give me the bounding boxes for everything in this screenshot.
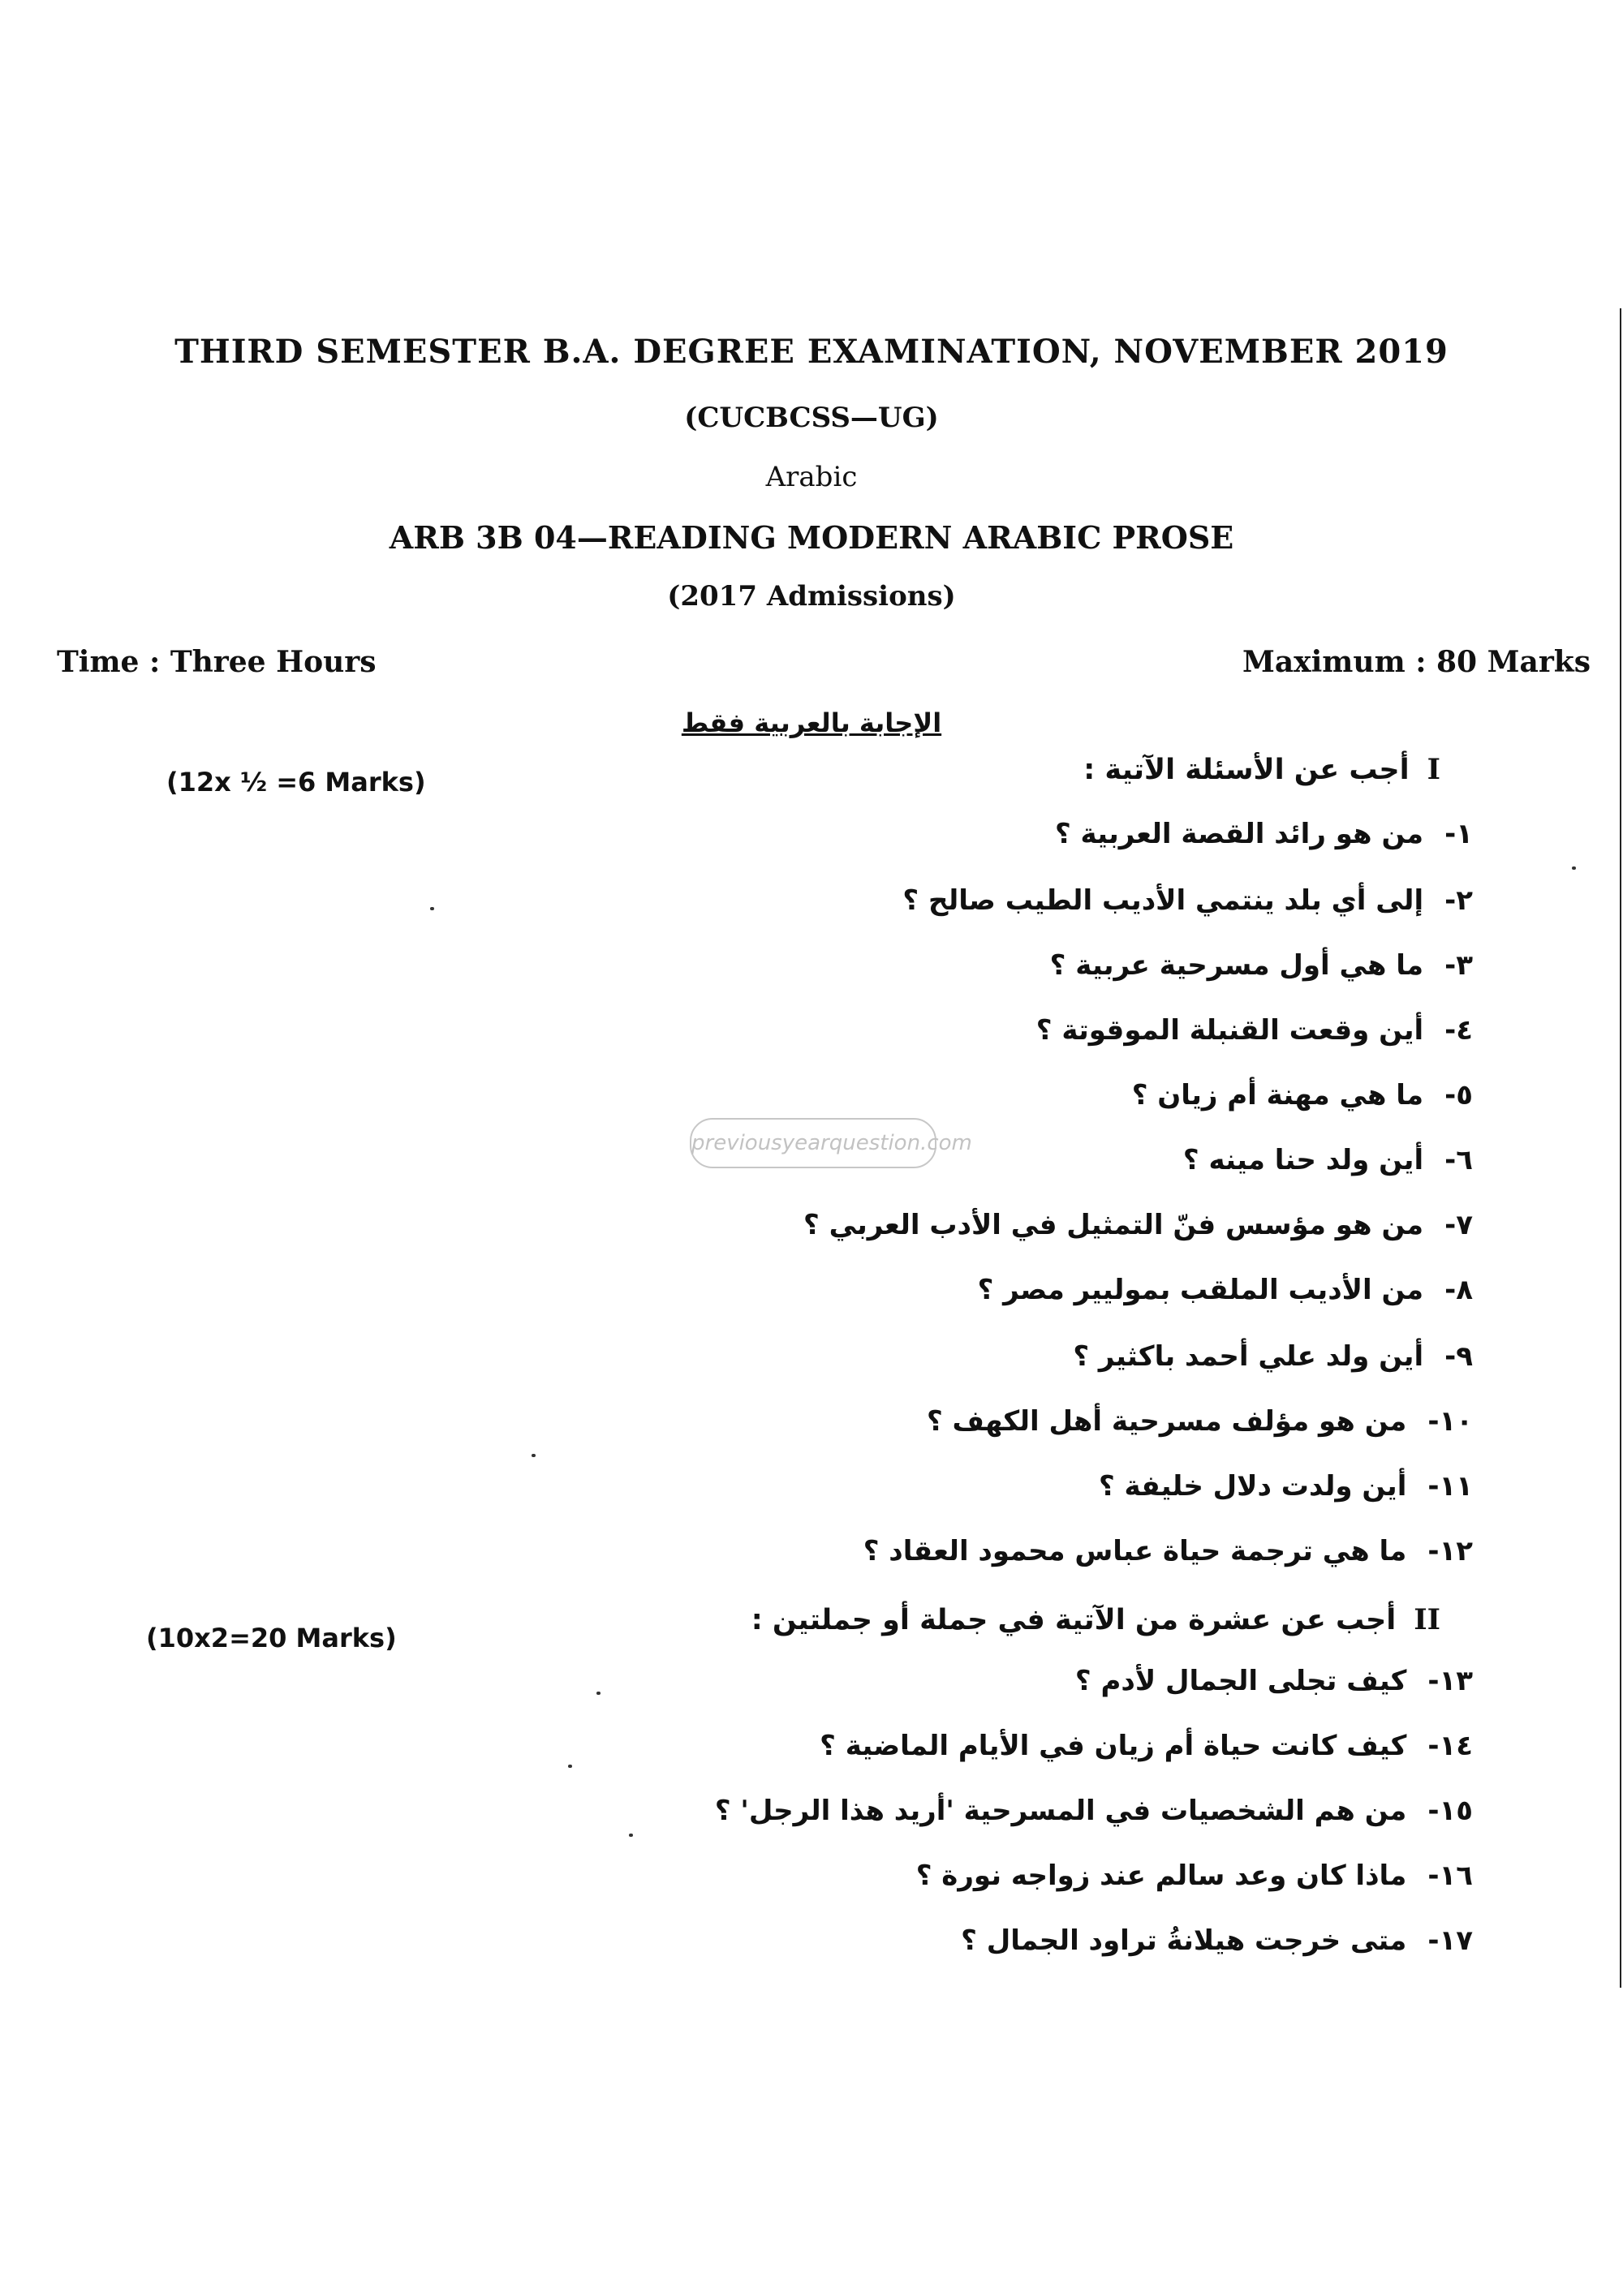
question-item xyxy=(1075,1665,1473,1697)
scan-edge-line xyxy=(1620,308,1621,1988)
question-number: ٣- xyxy=(1444,949,1473,982)
scan-speck xyxy=(596,1692,601,1695)
question-text: إلى أي بلد ينتمي الأديب الطيب صالح ؟ xyxy=(902,884,1424,917)
question-item xyxy=(715,1795,1473,1827)
question-number: ١٥- xyxy=(1427,1795,1473,1827)
admissions-year: (2017 Admissions) xyxy=(667,580,956,613)
question-item xyxy=(1073,1340,1473,1373)
question-item xyxy=(803,1209,1473,1241)
section-1-heading xyxy=(1083,753,1440,786)
question-item xyxy=(1050,949,1473,982)
question-text: أين ولد علي أحمد باكثير ؟ xyxy=(1073,1340,1424,1373)
question-item xyxy=(1055,818,1473,850)
question-text: ما هي ترجمة حياة عباس محمود العقاد ؟ xyxy=(863,1535,1407,1567)
paper-title: ARB 3B 04—READING MODERN ARABIC PROSE xyxy=(389,519,1234,556)
question-item xyxy=(916,1860,1473,1892)
section-2-marks: (10x2=20 Marks) xyxy=(146,1623,397,1653)
question-text: ما هي أول مسرحية عربية ؟ xyxy=(1049,949,1424,982)
question-number: ٤- xyxy=(1444,1014,1473,1047)
section-2-heading xyxy=(751,1603,1440,1636)
question-item xyxy=(978,1274,1473,1306)
question-number: ٩- xyxy=(1444,1340,1473,1373)
question-number: ٦- xyxy=(1444,1144,1473,1176)
question-text: ما هي مهنة أم زيان ؟ xyxy=(1131,1079,1424,1111)
question-text: من هو مؤسس فنّ التمثيل في الأدب العربي ؟ xyxy=(803,1209,1424,1241)
question-text: من هو رائد القصة العربية ؟ xyxy=(1054,818,1424,850)
question-number: ١٣- xyxy=(1427,1665,1473,1697)
scan-speck xyxy=(532,1454,536,1457)
question-number: ١٤- xyxy=(1427,1730,1473,1762)
question-number: ١- xyxy=(1444,818,1473,850)
question-number: ١٠- xyxy=(1427,1405,1473,1438)
watermark-logo: previousyearquestion.com xyxy=(690,1118,936,1168)
question-item xyxy=(902,884,1473,917)
question-text: كيف كانت حياة أم زيان في الأيام الماضية ؟ xyxy=(820,1730,1407,1762)
question-item xyxy=(863,1535,1473,1567)
section-1-marks: (12x ½ =6 Marks) xyxy=(166,767,426,798)
question-number: ٢- xyxy=(1444,884,1473,917)
question-number: ١٦- xyxy=(1427,1860,1473,1892)
question-number: ٨- xyxy=(1444,1274,1473,1306)
question-item xyxy=(961,1924,1473,1957)
scheme-code: (CUCBCSS—UG) xyxy=(684,402,939,434)
answer-language-note xyxy=(0,707,1623,738)
question-number: ٥- xyxy=(1444,1079,1473,1111)
question-number: ١٧- xyxy=(1427,1924,1473,1957)
question-item xyxy=(1099,1470,1473,1503)
time-allowed: Time : Three Hours xyxy=(57,645,377,679)
question-text: من هم الشخصيات في المسرحية 'أريد هذا الرجل' ؟ xyxy=(714,1795,1407,1827)
question-number: ٧- xyxy=(1444,1209,1473,1241)
question-item xyxy=(1132,1079,1473,1111)
question-item xyxy=(820,1730,1473,1762)
question-text: أين ولدت دلال خليفة ؟ xyxy=(1098,1470,1407,1503)
question-number: ١٢- xyxy=(1427,1535,1473,1567)
scan-speck xyxy=(1572,866,1576,870)
scan-speck xyxy=(568,1765,572,1768)
section-2-heading-text: أجب عن عشرة من الآتية في جملة أو جملتين : xyxy=(751,1604,1397,1636)
question-text: كيف تجلى الجمال لأدم ؟ xyxy=(1074,1665,1407,1697)
question-item xyxy=(927,1405,1473,1438)
question-text: متى خرجت هيلانةُ تراود الجمال ؟ xyxy=(961,1924,1407,1957)
exam-title: THIRD SEMESTER B.A. DEGREE EXAMINATION, NOVEMBER 2019 xyxy=(174,333,1449,371)
scan-speck xyxy=(629,1834,633,1837)
section-1-heading-text: أجب عن الأسئلة الآتية : xyxy=(1083,754,1410,786)
question-number: ١١- xyxy=(1427,1470,1473,1503)
question-text: أين وقعت القنبلة الموقوتة ؟ xyxy=(1035,1014,1424,1047)
question-item xyxy=(1183,1144,1473,1176)
question-text: من الأديب الملقب بموليير مصر ؟ xyxy=(977,1274,1424,1306)
question-item xyxy=(1036,1014,1473,1047)
question-text: من هو مؤلف مسرحية أهل الكهف ؟ xyxy=(926,1405,1407,1438)
question-text: أين ولد حنا مينه ؟ xyxy=(1182,1144,1424,1176)
question-text: ماذا كان وعد سالم عند زواجه نورة ؟ xyxy=(915,1860,1407,1892)
scan-speck xyxy=(430,907,434,910)
section-2-roman: II xyxy=(1414,1603,1440,1636)
answer-language-note-text: الإجابة بالعربية فقط xyxy=(681,707,942,738)
subject-name: Arabic xyxy=(765,461,858,493)
maximum-marks: Maximum : 80 Marks xyxy=(1242,645,1591,679)
section-1-roman: I xyxy=(1427,753,1440,786)
